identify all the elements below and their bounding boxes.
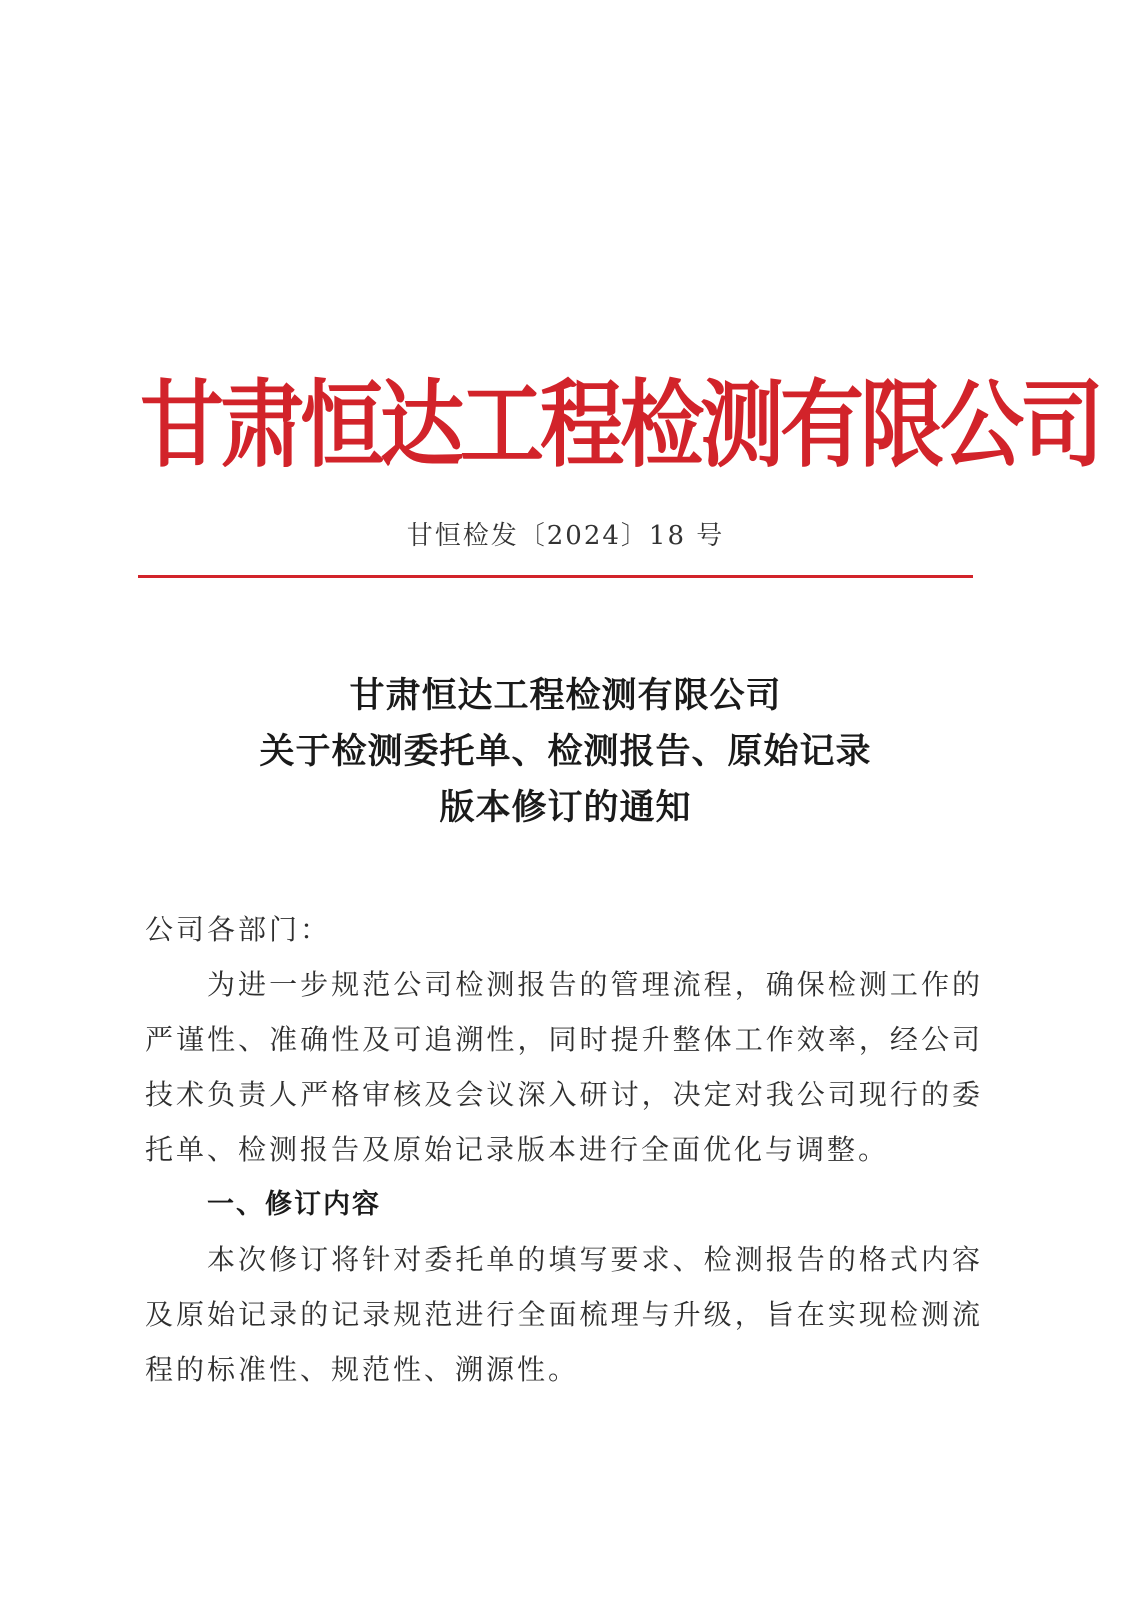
section-heading-revision-content: 一、修订内容 [207,1189,381,1220]
document-number: 甘恒检发〔2024〕18 号 [406,521,725,551]
notice-body [145,902,983,1397]
intro-paragraph: 为进一步规范公司检测报告的管理流程，确保检测工作的严谨性、准确性及可追溯性，同时提升整体工作效率，经公司技术负责人严格审核及会议深入研讨，决定对我公司现行的委托单、检测报告及原始记录版本进行全面优化与调整。 [145,968,983,1166]
notice-title [0,668,1131,836]
title-line-3: 版本修订的通知 [439,788,692,828]
title-line-2: 关于检测委托单、检测报告、原始记录 [259,732,872,772]
red-divider-line [138,575,973,578]
company-masthead: 甘肃恒达工程检测有限公司 [140,370,1101,480]
title-line-1: 甘肃恒达工程检测有限公司 [349,676,782,716]
revision-content-paragraph: 本次修订将针对委托单的填写要求、检测报告的格式内容及原始记录的记录规范进行全面梳理与升级，旨在实现检测流程的标准性、规范性、溯源性。 [145,1243,983,1386]
salutation: 公司各部门： [145,913,332,946]
